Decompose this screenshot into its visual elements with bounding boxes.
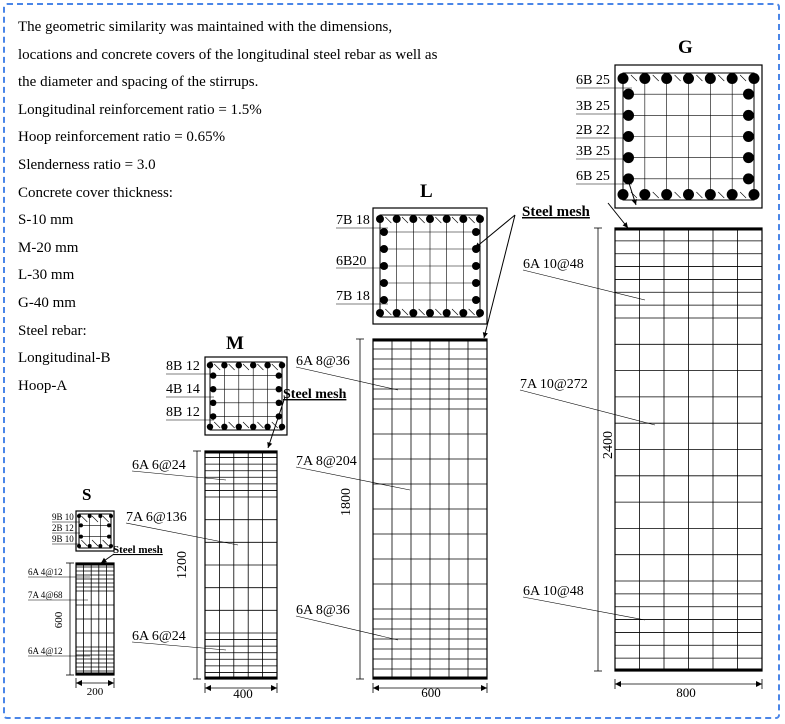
g-section-tie [718, 192, 724, 198]
l-section-bar [409, 309, 417, 317]
l-sec-label-2: 6B20 [336, 254, 367, 269]
note-line: Hoop-A [18, 377, 68, 394]
m-section-bar [279, 424, 285, 430]
s-sec-label-1: 9B 10 [52, 512, 74, 522]
m-section-tie [243, 422, 249, 428]
m-width-dim-line-arrow [205, 685, 211, 691]
m-section-tie [214, 364, 220, 370]
g-sec-label-3: 2B 22 [576, 123, 610, 138]
l-hoop-bot: 6A 8@36 [296, 603, 350, 618]
m-sec-label-1: 8B 12 [166, 359, 200, 374]
g-section-tie [631, 75, 637, 81]
l-section-tie [452, 309, 458, 315]
m-sec-label-3: 8B 12 [166, 405, 200, 420]
m-section-bar [221, 362, 227, 368]
note-line: S-10 mm [18, 212, 74, 229]
note-line: Longitudinal reinforcement ratio = 1.5% [18, 101, 262, 118]
l-section-tie [402, 217, 408, 223]
s-section-bar [98, 514, 102, 518]
s-sec-label-2: 2B 12 [52, 523, 74, 533]
m-section-bar [210, 413, 216, 419]
m-section-tie [257, 422, 263, 428]
note-line: Slenderness ratio = 3.0 [18, 156, 156, 173]
l-section-bar [380, 296, 388, 304]
s-section-bar [88, 514, 92, 518]
g-hoop-leader [523, 597, 645, 620]
m-section-tie [229, 422, 235, 428]
l-section-bar [476, 215, 484, 223]
l-section-bar [472, 296, 480, 304]
m-section-bar [236, 424, 242, 430]
l-section-tie [385, 309, 391, 315]
m-section-bar [276, 386, 282, 392]
l-section-bar [393, 215, 401, 223]
m-section-outline [205, 357, 287, 435]
note-line: locations and concrete covers of the longitudinal steel rebar as well as [18, 46, 438, 63]
g-hoop-top: 6A 10@48 [523, 257, 584, 272]
s-hoop-bot: 6A 4@12 [28, 646, 63, 656]
arrowhead [483, 332, 488, 338]
l-section-bar [476, 309, 484, 317]
g-height-dim: 2400 [601, 431, 616, 459]
g-hoop-leader [520, 390, 655, 425]
l-mesh-label: Steel mesh [522, 204, 590, 220]
s-section-bar [77, 544, 81, 548]
m-section-bar [210, 372, 216, 378]
m-section-bar [210, 400, 216, 406]
l-section-bar [459, 215, 467, 223]
g-section-bar [623, 89, 634, 100]
note-line: Longitudinal-B [18, 350, 111, 367]
g-width-dim: 800 [676, 685, 696, 700]
g-section-bar [623, 110, 634, 121]
g-hoop-leader [523, 270, 645, 300]
l-sec-label-3: 7B 18 [336, 289, 370, 304]
s-hoop-mid: 7A 4@68 [28, 590, 63, 600]
g-section-bar [623, 131, 634, 142]
g-section-bar [639, 189, 650, 200]
note-line: The geometric similarity was maintained with the dimensions, [18, 19, 393, 35]
m-width-dim: 400 [233, 686, 253, 701]
m-mesh-label: Steel mesh [283, 387, 347, 402]
l-hoop-leader [296, 616, 398, 640]
g-section-bar [743, 110, 754, 121]
g-width-dim-line-arrow [615, 681, 621, 687]
l-section-bar [393, 309, 401, 317]
l-section-bar [376, 215, 384, 223]
g-sec-label-2: 3B 25 [576, 99, 610, 114]
g-section-bar [683, 73, 694, 84]
g-section-bar [749, 189, 760, 200]
l-section-tie [435, 217, 441, 223]
s-section-bar [98, 544, 102, 548]
g-section-bar [705, 189, 716, 200]
g-section-tie [718, 75, 724, 81]
g-section-bar [749, 73, 760, 84]
g-section-bar [683, 189, 694, 200]
g-section-bar [727, 189, 738, 200]
m-height-dim: 1200 [175, 551, 190, 579]
s-mesh-label: Steel mesh [113, 544, 163, 556]
s-height-dim: 600 [53, 611, 65, 629]
l-section-bar [380, 228, 388, 236]
title-g: G [678, 37, 693, 58]
g-section-bar [618, 189, 629, 200]
m-width-dim-line-arrow [271, 685, 277, 691]
s-section-tie [103, 540, 109, 546]
s-section-tie [81, 516, 87, 522]
l-hoop-mid: 7A 8@204 [296, 454, 357, 469]
l-section-tie [385, 217, 391, 223]
s-hoop-top: 6A 4@12 [28, 567, 63, 577]
l-section-bar [459, 309, 467, 317]
note-line: Concrete cover thickness: [18, 184, 173, 201]
l-hoop-top: 6A 8@36 [296, 354, 350, 369]
g-section-bar [743, 152, 754, 163]
m-section-bar [250, 424, 256, 430]
m-hoop-mid: 7A 6@136 [126, 510, 187, 525]
s-section-bar [79, 523, 83, 527]
s-section-bar [79, 535, 83, 539]
note-line: the diameter and spacing of the stirrups. [18, 74, 259, 91]
l-section-tie [452, 217, 458, 223]
m-hoop-bot: 6A 6@24 [132, 629, 186, 644]
g-section-bar [727, 73, 738, 84]
l-section-tie [469, 217, 475, 223]
l-width-dim: 600 [421, 685, 441, 700]
note-line: G-40 mm [18, 294, 76, 311]
l-section-bar [380, 245, 388, 253]
l-section-tie [419, 309, 425, 315]
s-section-bar [109, 514, 113, 518]
g-hoop-mid: 7A 10@272 [520, 377, 588, 392]
g-section-bar [661, 189, 672, 200]
m-section-bar [207, 424, 213, 430]
l-section-bar [443, 215, 451, 223]
m-section-bar [221, 424, 227, 430]
title-m: M [226, 333, 244, 354]
s-section-tie [103, 516, 109, 522]
g-section-bar [743, 173, 754, 184]
l-width-dim-line-arrow [481, 685, 487, 691]
l-sec-label-1: 7B 18 [336, 213, 370, 228]
s-width-dim-line-arrow [108, 680, 114, 686]
l-section-bar [443, 309, 451, 317]
g-section-bar [618, 73, 629, 84]
m-section-bar [250, 362, 256, 368]
g-section-tie [653, 192, 659, 198]
s-section-bar [107, 523, 111, 527]
l-section-tie [419, 217, 425, 223]
m-section-tie [272, 364, 278, 370]
m-hoop-leader [126, 523, 238, 545]
s-section-tie [81, 540, 87, 546]
l-section-tie [402, 309, 408, 315]
s-section-tie [92, 516, 98, 522]
m-section-tie [257, 364, 263, 370]
g-section-bar [639, 73, 650, 84]
s-section-bar [88, 544, 92, 548]
m-section-tie [229, 364, 235, 370]
l-hoop-leader [296, 467, 410, 490]
g-section-bar [623, 152, 634, 163]
s-section-outline [76, 511, 114, 551]
m-section-tie [214, 422, 220, 428]
g-sec-label-5: 6B 25 [576, 169, 610, 184]
s-width-dim-line-arrow [76, 680, 82, 686]
arrowhead [101, 558, 107, 563]
m-section-stirrup [210, 362, 282, 430]
m-section-bar [207, 362, 213, 368]
g-section-tie [696, 192, 702, 198]
s-section-bar [77, 514, 81, 518]
s-width-dim: 200 [86, 686, 104, 698]
l-section-bar [376, 309, 384, 317]
m-section-bar [276, 400, 282, 406]
l-section-bar [426, 215, 434, 223]
s-sec-label-3: 9B 10 [52, 534, 74, 544]
note-line: M-20 mm [18, 239, 79, 256]
g-section-tie [675, 75, 681, 81]
l-section-tie [469, 309, 475, 315]
m-section-bar [276, 372, 282, 378]
l-section-bar [472, 228, 480, 236]
l-height-dim: 1800 [339, 488, 354, 516]
l-width-dim-line-arrow [373, 685, 379, 691]
s-section-tie [92, 540, 98, 546]
m-sec-label-2: 4B 14 [166, 382, 200, 397]
note-line: Hoop reinforcement ratio = 0.65% [18, 129, 226, 146]
m-section-tie [243, 364, 249, 370]
l-section-bar [426, 309, 434, 317]
l-section-tie [435, 309, 441, 315]
m-section-bar [236, 362, 242, 368]
g-section-bar [743, 131, 754, 142]
l-mesh-leader-2 [484, 215, 515, 338]
m-section-bar [264, 362, 270, 368]
g-sec-label-1: 6B 25 [576, 73, 610, 88]
g-section-bar [661, 73, 672, 84]
m-section-bar [264, 424, 270, 430]
title-s: S [82, 485, 92, 504]
g-section-tie [740, 192, 746, 198]
m-section-bar [210, 386, 216, 392]
l-section-bar [380, 262, 388, 270]
l-section-bar [472, 262, 480, 270]
arrowhead [267, 442, 272, 448]
l-section-bar [409, 215, 417, 223]
g-section-bar [743, 89, 754, 100]
g-width-dim-line-arrow [756, 681, 762, 687]
g-sec-label-4: 3B 25 [576, 144, 610, 159]
g-hoop-bot: 6A 10@48 [523, 584, 584, 599]
s-section-bar [107, 535, 111, 539]
title-l: L [420, 181, 433, 202]
m-hoop-top: 6A 6@24 [132, 458, 186, 473]
l-section-bar [472, 279, 480, 287]
g-section-tie [675, 192, 681, 198]
note-line: L-30 mm [18, 267, 75, 284]
g-section-tie [696, 75, 702, 81]
g-section-bar [705, 73, 716, 84]
m-section-bar [279, 362, 285, 368]
g-section-tie [740, 75, 746, 81]
note-line: Steel rebar: [18, 322, 87, 339]
l-section-bar [380, 279, 388, 287]
g-section-tie [653, 75, 659, 81]
